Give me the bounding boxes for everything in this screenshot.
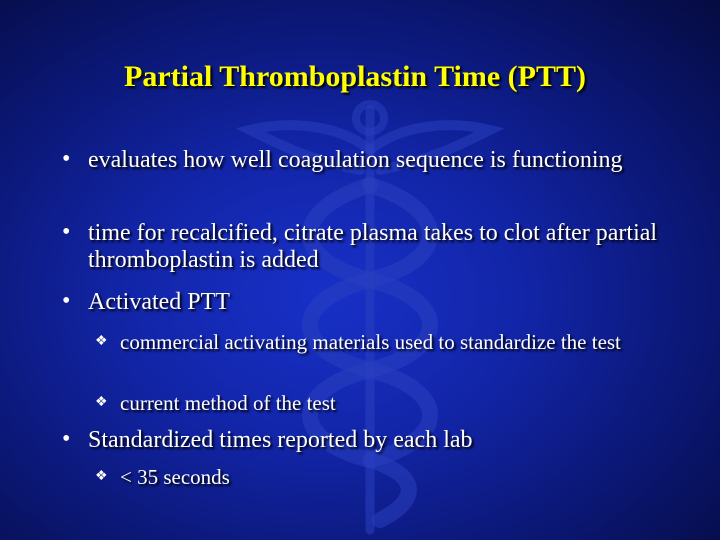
bullet-icon: •: [62, 146, 71, 172]
list-item: time for recalcified, citrate plasma takes to clot after partial thromboplastin is added: [88, 220, 658, 273]
sub-list-item: current method of the test: [120, 391, 336, 415]
slide-title: Partial Thromboplastin Time (PTT): [124, 60, 586, 93]
list-item: evaluates how well coagulation sequence is functioning: [88, 147, 623, 173]
sub-list-item: commercial activating materials used to standardize the test: [120, 330, 621, 354]
bullet-icon: •: [62, 426, 71, 452]
sub-list-item: < 35 seconds: [120, 465, 230, 489]
bullet-icon: •: [62, 288, 71, 314]
sub-bullet-icon: ❖: [95, 395, 108, 410]
sub-bullet-icon: ❖: [95, 469, 108, 484]
list-item: Activated PTT: [88, 289, 230, 315]
bullet-icon: •: [62, 219, 71, 245]
list-item: Standardized times reported by each lab: [88, 427, 473, 453]
sub-bullet-icon: ❖: [95, 334, 108, 349]
